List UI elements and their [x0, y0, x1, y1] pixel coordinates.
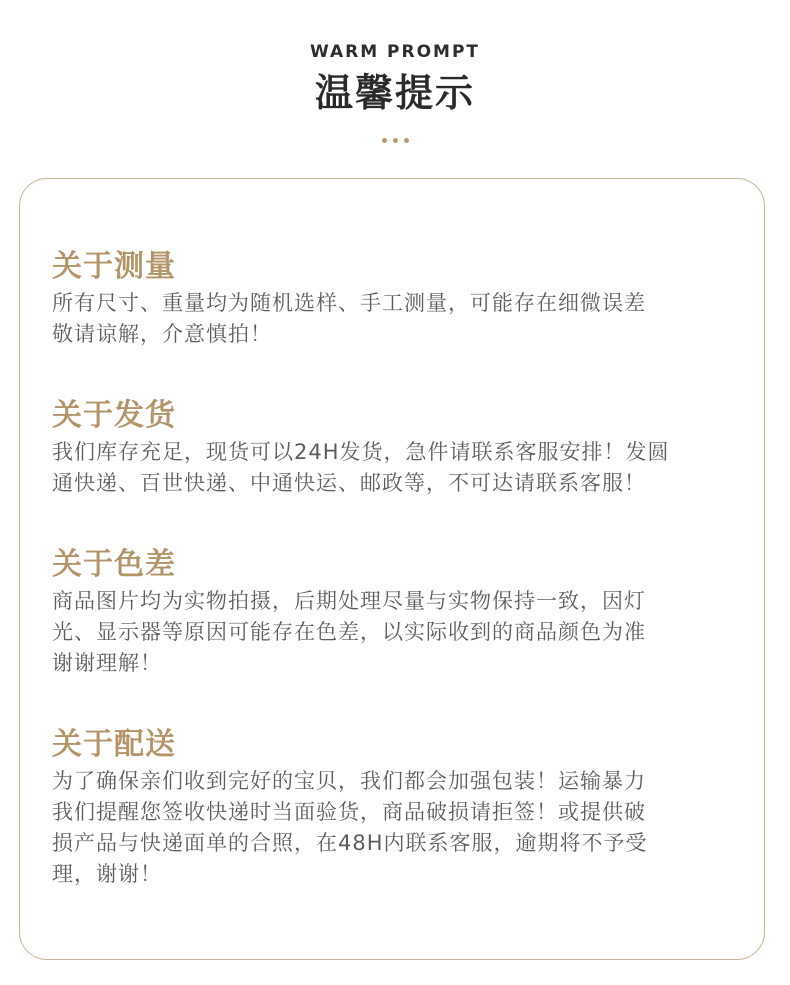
dot-icon — [382, 138, 387, 143]
header-subtitle-en: WARM PROMPT — [309, 42, 481, 62]
section-line: 我们提醒您签收快递时当面验货，商品破损请拒签！或提供破 — [52, 800, 646, 824]
section-body — [52, 437, 752, 499]
section-shipping — [52, 397, 752, 499]
section-body — [52, 288, 752, 350]
section-line: 损产品与快递面单的合照，在48H内联系客服，逾期将不予受 — [52, 831, 648, 855]
section-title: 关于色差 — [52, 547, 176, 582]
section-title: 关于发货 — [52, 398, 176, 433]
section-body — [52, 586, 752, 679]
section-title: 关于配送 — [52, 727, 176, 762]
section-line: 敬请谅解，介意慎拍！ — [52, 322, 272, 346]
page-header — [0, 40, 790, 143]
section-color-difference — [52, 546, 752, 679]
section-line: 商品图片均为实物拍摄，后期处理尽量与实物保持一致，因灯 — [52, 589, 646, 613]
section-measurement — [52, 248, 752, 350]
dot-icon — [393, 138, 398, 143]
section-delivery — [52, 726, 752, 890]
section-line: 谢谢理解！ — [52, 651, 162, 675]
dot-icon — [404, 138, 409, 143]
section-title: 关于测量 — [52, 249, 176, 284]
decorative-dots — [0, 138, 790, 143]
section-line: 通快递、百世快递、中通快运、邮政等，不可达请联系客服！ — [52, 471, 646, 495]
section-line: 光、显示器等原因可能存在色差，以实际收到的商品颜色为准 — [52, 620, 646, 644]
section-line: 为了确保亲们收到完好的宝贝，我们都会加强包装！运输暴力 — [52, 769, 646, 793]
section-line: 理，谢谢！ — [52, 862, 162, 886]
section-line: 我们库存充足，现货可以24H发货，急件请联系客服安排！发圆 — [52, 440, 670, 464]
section-body — [52, 766, 752, 890]
section-line: 所有尺寸、重量均为随机选样、手工测量，可能存在细微误差 — [52, 291, 646, 315]
page-title: 温馨提示 — [314, 71, 475, 115]
